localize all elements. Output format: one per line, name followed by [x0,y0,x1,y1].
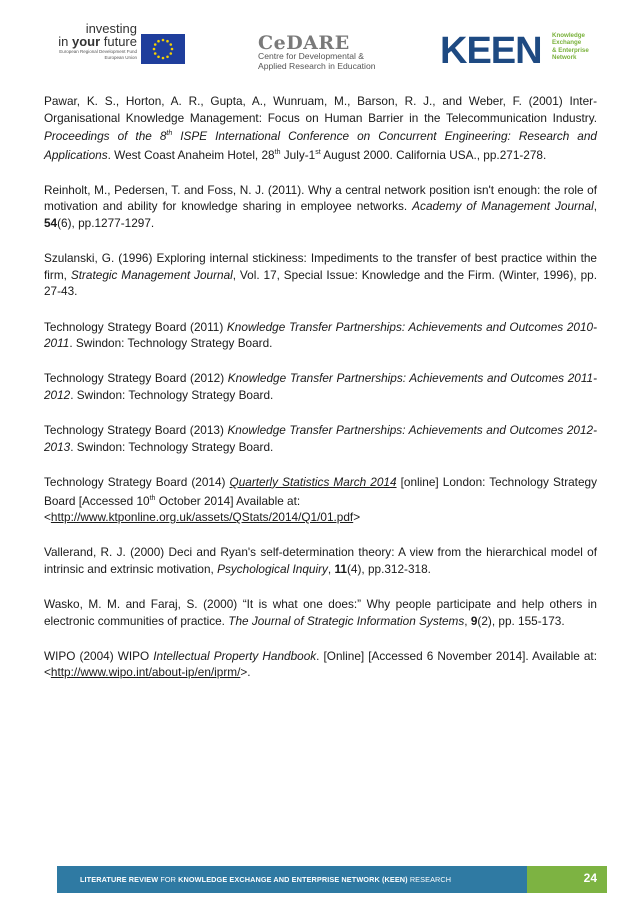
reference-text: , [593,199,597,214]
reference-italic-text: Knowledge Transfer Partnerships: Achievements and Outcomes 2011-2012 [44,371,598,402]
reference-italic-text: Strategic Management Journal [70,267,233,282]
eu-flag-icon [141,34,185,64]
reference-text: Szulanski, G. (1996) Exploring internal stickiness: Impediments to the transfer of best practice within the firm, [44,251,597,282]
reference-entry [44,370,597,403]
eu-logo-text [45,22,137,61]
reference-entry [44,474,597,526]
reference-text: . Swindon: Technology Strategy Board. [69,336,273,351]
reference-entry [44,648,597,681]
eu-star-icon [162,39,165,42]
reference-text: Wasko, M. M. and Faraj, S. (2000) “It is what one does:” Why people participate and help others in electronic communities of practice. [44,596,597,628]
cedare-logo-line1: Centre for Developmental & [258,51,365,61]
reference-italic-text: Knowledge Transfer Partnerships: Achievements and Outcomes 2012-2013 [44,423,597,454]
reference-text: >. [240,665,251,680]
reference-text: , [464,613,471,628]
eu-star-icon [154,52,157,55]
reference-text: Technology Strategy Board (2014) [44,474,230,489]
reference-volume: 9 [470,613,478,628]
eu-star-icon [154,43,157,46]
page-number-box [527,866,607,893]
reference-text: Technology Strategy Board (2013) [44,423,228,438]
reference-superscript: th [166,130,173,138]
reference-volume: 54 [44,216,58,230]
footer-title: LITERATURE REVIEW FOR KNOWLEDGE EXCHANGE AND ENTERPRISE NETWORK (KEEN) RESEARCH [80,875,452,884]
reference-entry [44,422,597,455]
page-header [0,0,638,80]
reference-text: . West Coast Anaheim Hotel, 28 [107,147,275,162]
eu-star-icon [153,48,156,51]
reference-text: < [44,510,51,525]
reference-link[interactable]: http://www.wipo.int/about-ip/en/iprm/ [50,665,241,680]
reference-list [44,93,597,700]
reference-italic-text: Academy of Management Journal [412,199,594,214]
reference-entry [44,250,597,300]
reference-text: Reinholt, M., Pedersen, T. and Foss, N. J. (2011). Why a central network position isn't enough: the role of motivation and ability for knowledge sharing in employee networks. [44,182,597,214]
eu-star-icon [171,48,174,51]
eu-star-icon [157,40,160,43]
reference-superscript: st [315,148,321,156]
reference-text: . [Online] [Accessed 6 November 2014]. Available at: < [44,648,597,680]
reference-text: . Swindon: Technology Strategy Board. [70,439,274,454]
reference-italic-text: Intellectual Property Handbook [153,648,317,663]
eu-funding-logo [45,22,195,72]
reference-text: WIPO (2004) WIPO [44,648,154,663]
reference-text: Technology Strategy Board (2011) [44,319,227,334]
reference-text: October 2014] Available at: [155,493,301,508]
reference-italic-text: Psychological Inquiry [217,561,328,576]
reference-entry [44,93,597,163]
eu-logo-line2: in your future [58,34,137,49]
eu-star-icon [162,57,165,60]
reference-text: Pawar, K. S., Horton, A. R., Gupta, A., Wunruam, M., Barson, R. J., and Weber, F. (2001) Inter-Organisational Knowledge Management: Focus on Human Barrier in the Telecommunication Industry. [44,94,597,125]
eu-logo-union-text: European Union [104,55,137,60]
reference-entry [44,319,597,352]
reference-entry [44,182,597,232]
eu-star-icon [157,55,160,58]
reference-text: , [327,561,335,576]
eu-logo-line1: investing [85,21,137,36]
reference-italic-text: The Journal of Strategic Information Systems [228,613,465,628]
reference-text: August 2000. California USA., pp.271-278. [320,147,547,162]
reference-text: Technology Strategy Board (2012) [44,371,228,386]
reference-italic-text: Knowledge Transfer Partnerships: Achievements and Outcomes 2010-2011 [44,319,598,351]
reference-superscript: th [274,148,281,156]
reference-text: , Vol. 17, Special Issue: Knowledge and the Firm. (Winter, 1996), pp. 27-43. [44,267,597,299]
reference-italic-text: ISPE International Conference on Concurrent Engineering: Research and Applications [44,129,597,162]
reference-link[interactable]: http://www.ktponline.org.uk/assets/QStats/2014/Q1/01.pdf [50,510,354,525]
cedare-logo-title: CeDARE [258,32,350,54]
eu-star-icon [166,40,169,43]
reference-text: Vallerand, R. J. (2000) Deci and Ryan's self-determination theory: A view from the hierarchical model of intrinsic and extrinsic motivation, [44,545,597,576]
eu-star-icon [169,43,172,46]
reference-text: (6), pp.1277-1297. [57,216,155,230]
reference-text: > [353,510,361,525]
reference-entry [44,544,597,577]
reference-text: (2), pp. 155-173. [477,613,565,628]
cedare-logo-line2: Applied Research in Education [258,60,376,71]
reference-text: [online] London: Technology Strategy Board [Accessed 10 [44,474,597,508]
reference-text: July-1 [280,147,316,162]
reference-entry [44,596,597,629]
keen-logo-word: KEEN [440,30,542,72]
keen-logo [440,32,600,74]
keen-logo-subtitle: Knowledge Exchange & Enterprise Network [552,32,589,62]
cedare-logo [258,34,398,74]
eu-star-icon [166,55,169,58]
page-footer [57,866,607,893]
eu-star-icon [169,52,172,55]
reference-text: (4), pp.312-318. [346,561,431,576]
reference-volume: 11 [334,561,347,576]
reference-italic-text: Quarterly Statistics March 2014 [229,474,397,489]
reference-text: . Swindon: Technology Strategy Board. [70,387,274,402]
eu-logo-fund-text: European Regional Development Fund [59,49,137,54]
page-number: 24 [583,871,597,885]
reference-superscript: th [149,494,156,502]
reference-italic-text: Proceedings of the 8 [44,129,167,144]
